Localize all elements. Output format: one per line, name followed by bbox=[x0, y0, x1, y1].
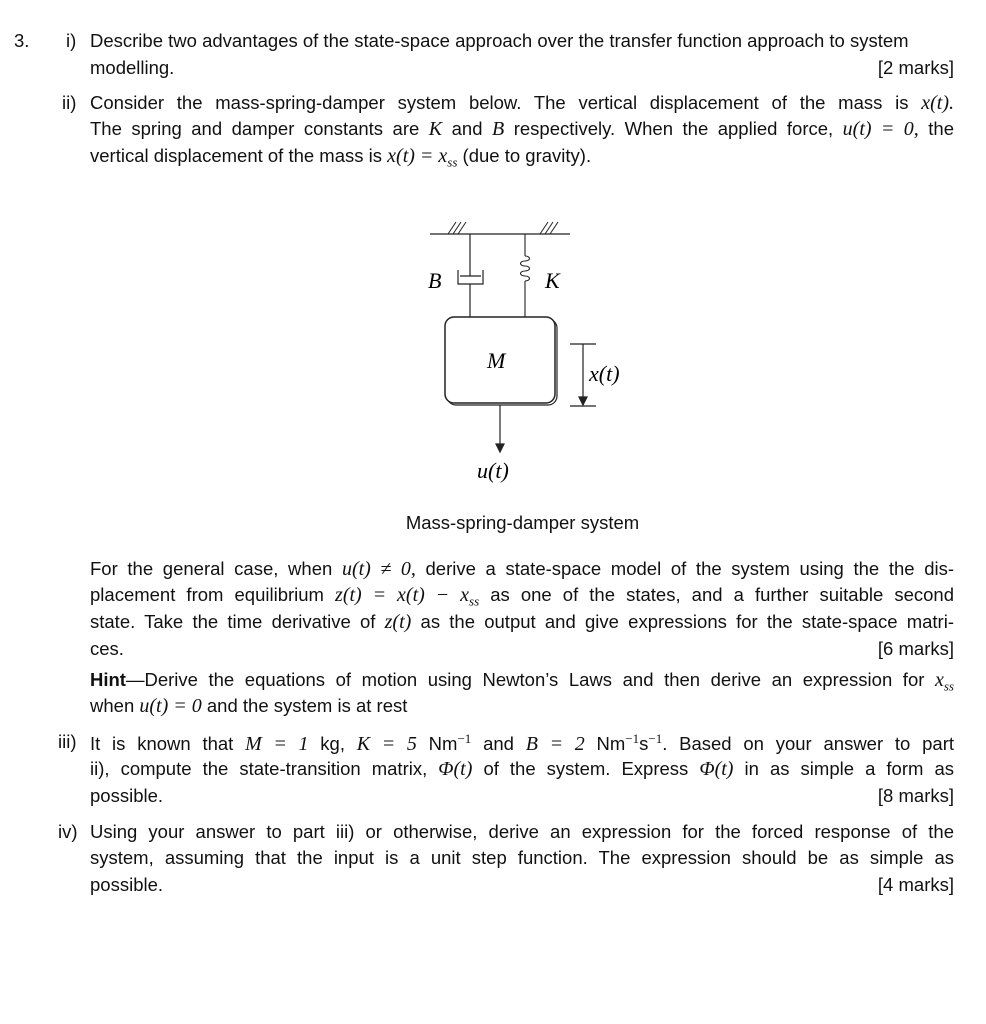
part-i-marks: [2 marks] bbox=[877, 57, 954, 78]
text: For the general case, when bbox=[90, 558, 342, 579]
hint-line2 bbox=[90, 695, 954, 718]
math-u-nonzero: u(t) ≠ 0, bbox=[341, 558, 416, 580]
hint-bold: Hint bbox=[90, 669, 126, 690]
figure-caption: Mass-spring-damper system bbox=[405, 512, 640, 533]
math-phi: Φ(t) bbox=[699, 758, 734, 780]
text: Nm bbox=[584, 733, 626, 755]
math-ss: ss bbox=[469, 593, 480, 609]
ground-hatch-left bbox=[448, 222, 466, 234]
math-z-def: z(t) = x(t) − x bbox=[335, 584, 470, 606]
text: (due to gravity). bbox=[457, 145, 592, 166]
label-b: B bbox=[428, 268, 442, 293]
text: kg, bbox=[308, 733, 357, 755]
ground-hatch-right bbox=[540, 222, 558, 234]
text: —Derive the equations of motion using Newton’s Laws and then derive an expression for bbox=[125, 669, 935, 690]
math-x-t: x(t). bbox=[921, 92, 954, 114]
text: when bbox=[90, 695, 140, 716]
spring bbox=[521, 234, 530, 318]
text: respectively. When the applied force, bbox=[504, 118, 843, 139]
label-u-t: u(t) bbox=[477, 458, 509, 483]
text: placement from equilibrium bbox=[90, 584, 336, 605]
text: vertical displacement of the mass is bbox=[90, 145, 388, 166]
text: and bbox=[442, 118, 493, 139]
part-ii-cont-line2 bbox=[90, 584, 954, 610]
part-ii-label: ii) bbox=[62, 92, 77, 113]
part-iii-marks: [8 marks] bbox=[877, 785, 954, 806]
text: as one of the states, and a further suitable second bbox=[479, 584, 954, 605]
text: and bbox=[471, 733, 526, 755]
text: the bbox=[918, 118, 955, 139]
math-phi: Φ(t) bbox=[438, 758, 473, 780]
part-i-line2: modelling. bbox=[90, 57, 175, 78]
part-iv-label: iv) bbox=[58, 821, 78, 842]
part-iii-label: iii) bbox=[58, 731, 77, 752]
text: ii), compute the state-transition matrix, bbox=[90, 758, 439, 779]
text: state. Take the time derivative of bbox=[90, 611, 385, 632]
part-ii-cont-line3 bbox=[90, 611, 954, 634]
question-number: 3. bbox=[14, 30, 30, 51]
text: of the system. Express bbox=[472, 758, 700, 779]
text: s bbox=[639, 733, 649, 755]
part-iii-line1 bbox=[90, 731, 954, 756]
text: and the system is at rest bbox=[201, 695, 408, 716]
text: It is known that bbox=[90, 733, 246, 755]
label-k: K bbox=[545, 268, 560, 293]
text: Consider the mass-spring-damper system below. The vertical displacement of the mass is bbox=[90, 92, 922, 113]
label-x-t: x(t) bbox=[589, 361, 620, 386]
exp: −1 bbox=[648, 731, 663, 746]
damper bbox=[458, 234, 483, 318]
exp: −1 bbox=[457, 731, 472, 746]
text: Nm bbox=[416, 733, 458, 755]
text: The spring and damper constants are bbox=[90, 118, 429, 139]
part-iii-line2 bbox=[90, 758, 954, 781]
math-x-xss: x(t) = x bbox=[387, 145, 448, 167]
math-u-zero: u(t) = 0 bbox=[139, 695, 202, 717]
part-iv-line3: possible. bbox=[90, 874, 164, 895]
hint-line1 bbox=[90, 669, 954, 695]
math-k: K = 5 bbox=[356, 733, 417, 756]
math-k: K bbox=[428, 118, 443, 140]
math-ss: ss bbox=[943, 678, 954, 694]
part-i-label: i) bbox=[66, 30, 77, 51]
text: . Based on your answer to part bbox=[662, 733, 954, 755]
part-iv-marks: [4 marks] bbox=[877, 874, 954, 895]
math-b: B = 2 bbox=[525, 733, 585, 756]
part-iv-line1: Using your answer to part iii) or otherwise, derive an expression for the forced response of the bbox=[90, 821, 954, 842]
math-x: x bbox=[934, 669, 944, 691]
math-ss: ss bbox=[447, 154, 458, 170]
part-ii-marks: [6 marks] bbox=[877, 638, 954, 659]
text: as the output and give expressions for the state-space matri- bbox=[411, 611, 954, 632]
math-m: M = 1 bbox=[245, 733, 309, 756]
force-arrow bbox=[496, 405, 504, 452]
math-z-t: z(t) bbox=[384, 611, 412, 633]
part-iii-line3: possible. bbox=[90, 785, 164, 806]
text: in as simple a form as bbox=[733, 758, 954, 779]
part-ii-cont-line4: ces. bbox=[90, 638, 124, 659]
exp: −1 bbox=[625, 731, 640, 746]
part-i-line1: Describe two advantages of the state-space approach over the transfer function approach to system bbox=[90, 30, 909, 51]
label-m: M bbox=[487, 348, 506, 373]
part-iv-line2: system, assuming that the input is a unit step function. The expression should be as simple as bbox=[90, 847, 954, 868]
math-b: B bbox=[492, 118, 505, 140]
part-ii-cont-line1 bbox=[90, 558, 954, 581]
math-u-zero: u(t) = 0, bbox=[842, 118, 919, 140]
text: derive a state-space model of the system using the the dis- bbox=[415, 558, 955, 579]
